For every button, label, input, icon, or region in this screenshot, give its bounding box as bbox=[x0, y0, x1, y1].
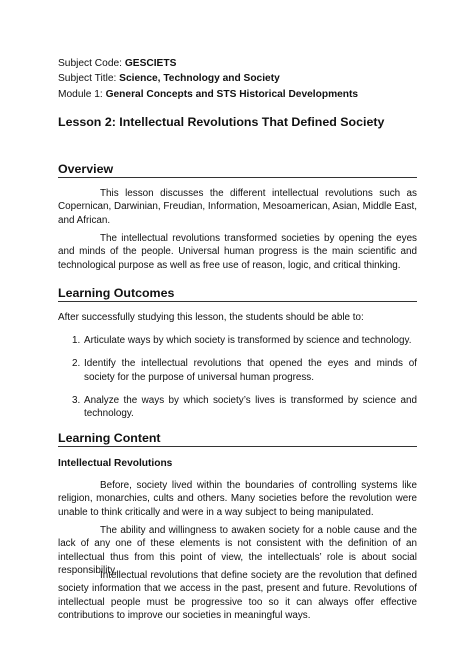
intellectual-revolutions-subheading: Intellectual Revolutions bbox=[58, 458, 173, 469]
module-line bbox=[58, 87, 358, 102]
learning-content-heading: Learning Content bbox=[58, 431, 417, 447]
list-item bbox=[58, 357, 417, 384]
module-label: Module 1: bbox=[58, 88, 103, 100]
list-item-text: Articulate ways by which society is transformed by science and technology. bbox=[84, 335, 412, 346]
subject-title-label: Subject Title: bbox=[58, 73, 117, 85]
document-header bbox=[58, 56, 358, 102]
learning-outcomes-heading: Learning Outcomes bbox=[58, 286, 417, 302]
overview-heading: Overview bbox=[58, 162, 417, 178]
content-paragraph: Intellectual revolutions that define society are the revolution that defined society information that we access in the past, present and future. Revolutions of intellectual people must be progressive too so it can always offer effective contributions to improve our societies in meaningful ways. bbox=[58, 570, 417, 621]
content-paragraph: Before, society lived within the boundaries of controlling systems like religion, monarchies, cults and others. Many societies before the revolution were unable to think critically and were in a way subject to being manipulated. bbox=[58, 480, 417, 518]
list-item-text: Analyze the ways by which society’s lives is transformed by science and technology. bbox=[84, 394, 417, 420]
learning-outcomes-intro: After successfully studying this lesson, the students should be able to: bbox=[58, 312, 364, 323]
list-item-number: 1. bbox=[72, 335, 81, 346]
subject-code-label: Subject Code: bbox=[58, 58, 122, 69]
subject-title-value: Science, Technology and Society bbox=[119, 73, 280, 85]
module-title-value: General Concepts and STS Historical Developments bbox=[105, 88, 359, 100]
learning-outcomes-list bbox=[58, 334, 417, 430]
content-paragraph: The ability and willingness to awaken society for a noble cause and the lack of any one of these elements is not consistent with the definition of an intellectual thus from this point of view, the intellectuals’ role is about social responsibility. bbox=[58, 525, 417, 576]
subject-title-line bbox=[58, 71, 358, 86]
list-item bbox=[58, 394, 417, 421]
subject-code-line bbox=[58, 56, 358, 71]
lesson-title: Lesson 2: Intellectual Revolutions That Defined Society bbox=[58, 115, 385, 129]
subject-code-value: GESCIETS bbox=[124, 58, 177, 69]
list-item bbox=[58, 334, 417, 347]
list-item-text: Identify the intellectual revolutions that opened the eyes and minds of society for the purpose of universal human progress. bbox=[84, 358, 417, 383]
list-item-number: 3. bbox=[72, 394, 81, 406]
list-item-number: 2. bbox=[72, 358, 81, 370]
overview-paragraph: The intellectual revolutions transformed societies by opening the eyes and minds of the people. Universal human progress is the main scientific and technological purpose as well as free use of reason, logic, and critical thinking. bbox=[58, 233, 417, 271]
overview-paragraph: This lesson discusses the different intellectual revolutions such as Copernican, Darwinian, Freudian, Information, Mesoamerican, Asian, Middle East, and African. bbox=[58, 188, 417, 226]
